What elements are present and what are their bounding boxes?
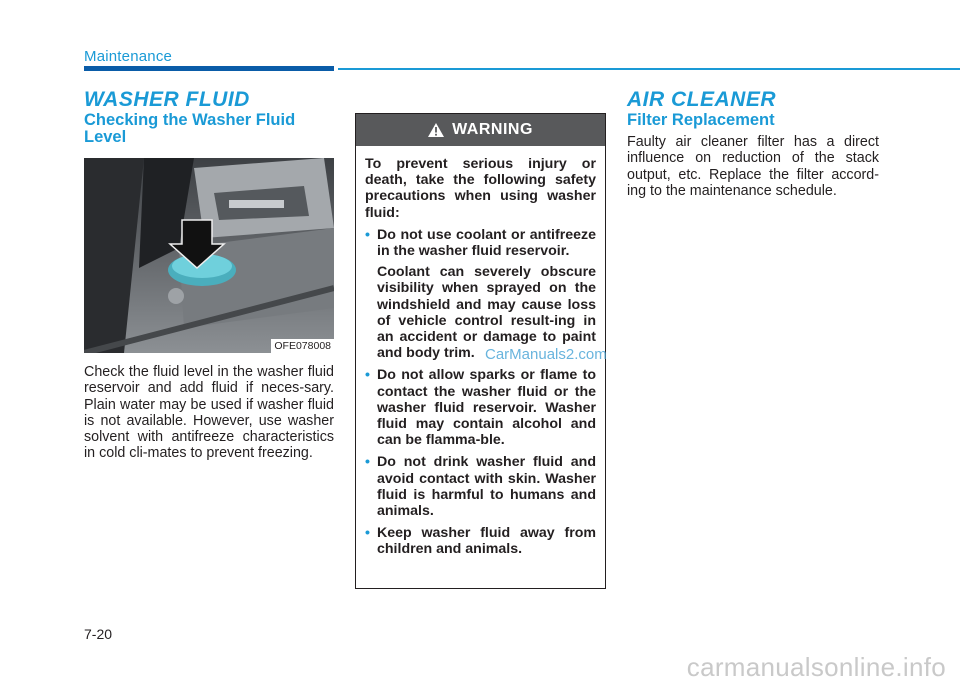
warning-item-text: Keep washer fluid away from children and animals. — [377, 525, 596, 558]
list-item — [365, 525, 596, 557]
list-item — [365, 367, 596, 448]
air-cleaner-title: AIR CLEANER — [627, 88, 777, 111]
warning-list — [365, 227, 596, 558]
washer-fluid-title: WASHER FLUID — [84, 88, 250, 111]
bullet: • — [365, 367, 370, 384]
footer-watermark[interactable]: carmanualsonline.info — [686, 652, 946, 682]
warning-item-extra: Coolant can severely obscure visibility when sprayed on the windshield and may cause loss of vehicle control result-ing in an accident or damage to paint and body trim. — [377, 264, 596, 362]
warning-triangle-icon — [428, 123, 444, 137]
air-cleaner-subtitle: Filter Replacement — [627, 111, 775, 129]
warning-intro: To prevent serious injury or death, take the following safety precautions when using washer fluid: — [365, 156, 596, 221]
warning-header — [356, 114, 605, 146]
washer-fluid-subtitle: Checking the Washer Fluid Level — [84, 111, 296, 146]
header-rule-thin — [338, 68, 960, 70]
bullet: • — [365, 454, 370, 471]
warning-header-label: WARNING — [452, 121, 533, 138]
section-label: Maintenance — [84, 48, 173, 65]
page-number: 7-20 — [84, 626, 113, 642]
engine-bay-photo — [84, 158, 334, 353]
warning-item-text: Do not use coolant or antifreeze in the washer fluid reservoir. — [377, 226, 596, 260]
bullet: • — [365, 525, 370, 542]
watermark-link[interactable]: CarManuals2.com — [485, 346, 607, 363]
air-cleaner-body: Faulty air cleaner filter has a direct influence on reduction of the stack output, etc. Replace the filter accord-ing to the maintenance schedule. — [627, 134, 879, 199]
photo-code: OFE078008 — [271, 339, 334, 353]
warning-item-text: Do not drink washer fluid and avoid contact with skin. Washer fluid is harmful to humans and animals. — [377, 454, 596, 520]
list-item — [365, 454, 596, 519]
header-rule-thick — [84, 66, 334, 71]
list-item — [365, 227, 596, 362]
washer-fluid-body: Check the fluid level in the washer fluid reservoir and add fluid if neces-sary. Plain water may be used if washer fluid is not available. However, use washer solvent with antifreeze characteristics in cold cli-mates to prevent freezing. — [84, 364, 334, 462]
bullet: • — [365, 226, 370, 243]
warning-item-text: Do not allow sparks or flame to contact the washer fluid or the washer fluid reservoir. Washer fluid may contain alcohol and can be flamma-ble. — [377, 367, 596, 449]
